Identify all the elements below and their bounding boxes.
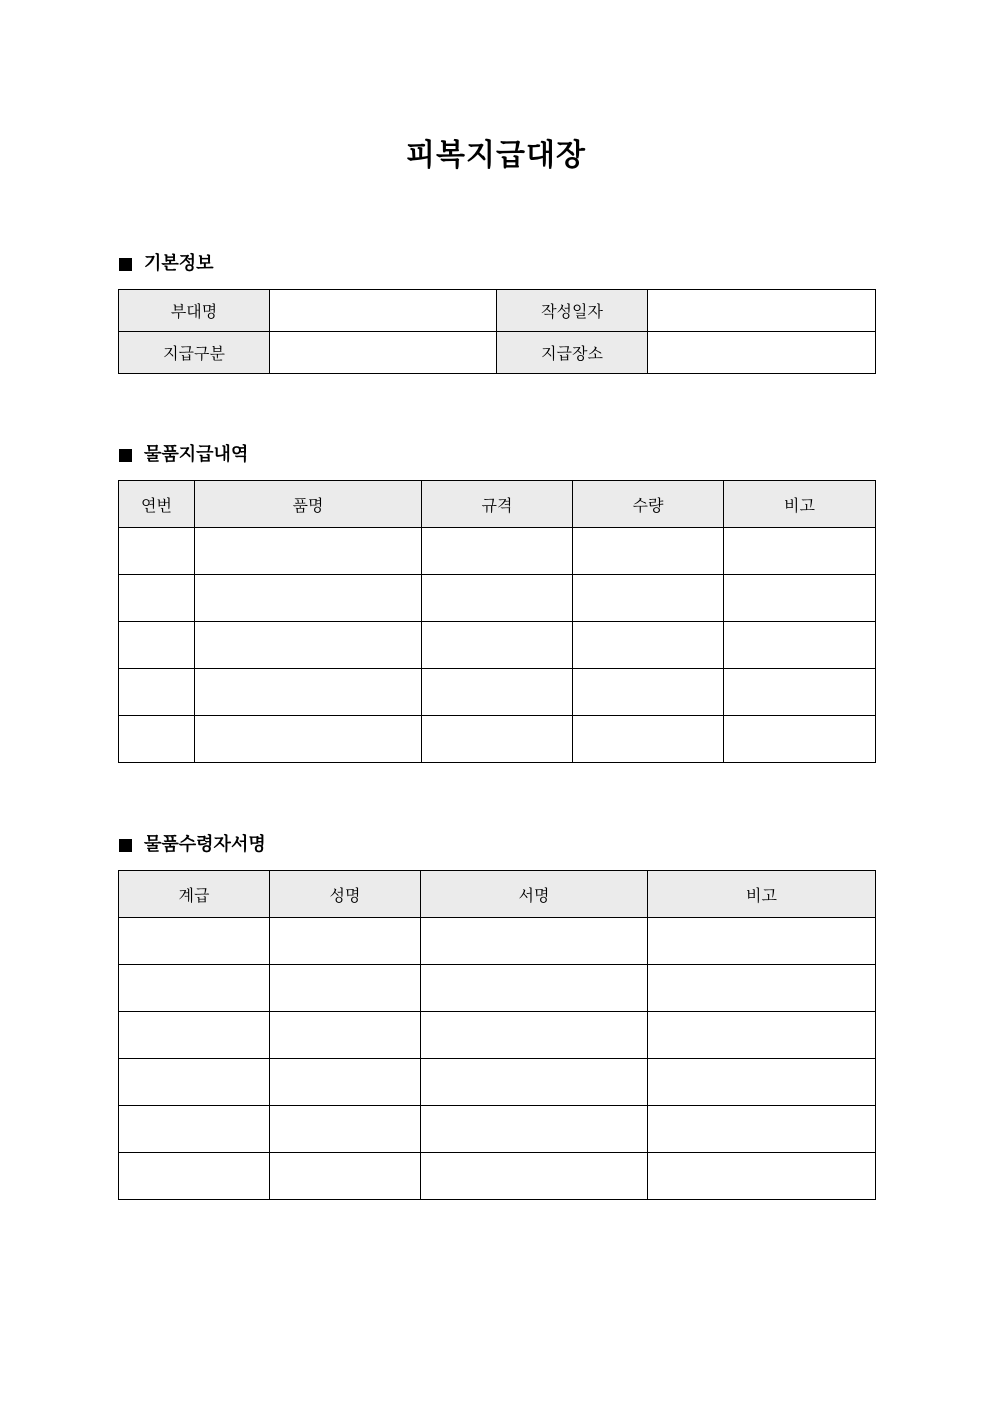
column-header-quantity: 수량 bbox=[573, 481, 724, 528]
table-cell[interactable] bbox=[573, 575, 724, 622]
table-cell[interactable] bbox=[421, 965, 648, 1012]
table-cell[interactable] bbox=[270, 1153, 421, 1200]
receivers-table bbox=[118, 870, 876, 1200]
table-cell[interactable] bbox=[422, 528, 573, 575]
column-header-remarks: 비고 bbox=[724, 481, 876, 528]
column-header-serial: 연번 bbox=[119, 481, 195, 528]
table-cell[interactable] bbox=[648, 1059, 876, 1106]
table-cell[interactable] bbox=[270, 918, 421, 965]
table-cell[interactable] bbox=[119, 1153, 270, 1200]
table-cell[interactable] bbox=[270, 965, 421, 1012]
table-cell[interactable] bbox=[195, 622, 422, 669]
table-cell[interactable] bbox=[119, 918, 270, 965]
table-header-row bbox=[119, 481, 876, 528]
items-table bbox=[118, 480, 876, 763]
table-cell[interactable] bbox=[648, 1106, 876, 1153]
column-header-rank: 계급 bbox=[119, 871, 270, 918]
table-cell[interactable] bbox=[573, 528, 724, 575]
table-cell[interactable] bbox=[119, 669, 195, 716]
table-cell[interactable] bbox=[270, 1059, 421, 1106]
column-header-spec: 규격 bbox=[422, 481, 573, 528]
section-heading-label: 물품지급내역 bbox=[144, 444, 249, 465]
section-heading-label: 물품수령자서명 bbox=[144, 834, 266, 855]
table-cell[interactable] bbox=[119, 1059, 270, 1106]
table-cell[interactable] bbox=[648, 965, 876, 1012]
table-row bbox=[119, 1153, 876, 1200]
column-header-name: 성명 bbox=[270, 871, 421, 918]
table-cell[interactable] bbox=[724, 669, 876, 716]
table-header-row bbox=[119, 871, 876, 918]
table-cell[interactable] bbox=[119, 575, 195, 622]
table-row bbox=[119, 965, 876, 1012]
column-header-remarks: 비고 bbox=[648, 871, 876, 918]
table-cell[interactable] bbox=[422, 669, 573, 716]
section-heading-items bbox=[119, 443, 248, 467]
square-bullet-icon bbox=[119, 839, 132, 852]
table-row bbox=[119, 669, 876, 716]
table-cell[interactable] bbox=[422, 622, 573, 669]
table-row bbox=[119, 575, 876, 622]
square-bullet-icon bbox=[119, 258, 132, 271]
table-cell[interactable] bbox=[724, 716, 876, 763]
table-cell[interactable] bbox=[195, 528, 422, 575]
date-label: 작성일자 bbox=[497, 290, 648, 332]
table-cell[interactable] bbox=[421, 1153, 648, 1200]
section-heading-label: 기본정보 bbox=[144, 253, 214, 274]
unit-name-label: 부대명 bbox=[119, 290, 270, 332]
table-cell[interactable] bbox=[724, 528, 876, 575]
table-cell[interactable] bbox=[648, 1153, 876, 1200]
table-cell[interactable] bbox=[270, 1106, 421, 1153]
table-row bbox=[119, 1059, 876, 1106]
issue-place-label: 지급장소 bbox=[497, 332, 648, 374]
table-cell[interactable] bbox=[648, 918, 876, 965]
table-cell[interactable] bbox=[195, 716, 422, 763]
table-row bbox=[119, 622, 876, 669]
table-cell[interactable] bbox=[724, 622, 876, 669]
table-cell[interactable] bbox=[195, 575, 422, 622]
table-row bbox=[119, 290, 876, 332]
column-header-item-name: 품명 bbox=[195, 481, 422, 528]
date-field[interactable] bbox=[648, 290, 876, 332]
table-cell[interactable] bbox=[119, 622, 195, 669]
table-cell[interactable] bbox=[421, 1106, 648, 1153]
table-cell[interactable] bbox=[195, 669, 422, 716]
table-cell[interactable] bbox=[119, 1012, 270, 1059]
issue-type-field[interactable] bbox=[270, 332, 497, 374]
section-heading-basic-info bbox=[119, 252, 214, 276]
table-cell[interactable] bbox=[573, 716, 724, 763]
document-title: 피복지급대장 bbox=[406, 138, 586, 173]
table-cell[interactable] bbox=[421, 1012, 648, 1059]
table-row bbox=[119, 1012, 876, 1059]
table-cell[interactable] bbox=[421, 918, 648, 965]
table-row bbox=[119, 716, 876, 763]
table-cell[interactable] bbox=[648, 1012, 876, 1059]
table-cell[interactable] bbox=[422, 575, 573, 622]
table-cell[interactable] bbox=[119, 965, 270, 1012]
table-cell[interactable] bbox=[270, 1012, 421, 1059]
issue-place-field[interactable] bbox=[648, 332, 876, 374]
section-heading-receivers bbox=[119, 833, 266, 857]
table-cell[interactable] bbox=[119, 716, 195, 763]
table-cell[interactable] bbox=[422, 716, 573, 763]
table-row bbox=[119, 918, 876, 965]
table-cell[interactable] bbox=[573, 622, 724, 669]
basic-info-table bbox=[118, 289, 876, 374]
table-cell[interactable] bbox=[119, 1106, 270, 1153]
issue-type-label: 지급구분 bbox=[119, 332, 270, 374]
table-row bbox=[119, 1106, 876, 1153]
table-cell[interactable] bbox=[119, 528, 195, 575]
unit-name-field[interactable] bbox=[270, 290, 497, 332]
table-row bbox=[119, 528, 876, 575]
table-cell[interactable] bbox=[724, 575, 876, 622]
column-header-signature: 서명 bbox=[421, 871, 648, 918]
table-row bbox=[119, 332, 876, 374]
table-cell[interactable] bbox=[421, 1059, 648, 1106]
square-bullet-icon bbox=[119, 449, 132, 462]
table-cell[interactable] bbox=[573, 669, 724, 716]
